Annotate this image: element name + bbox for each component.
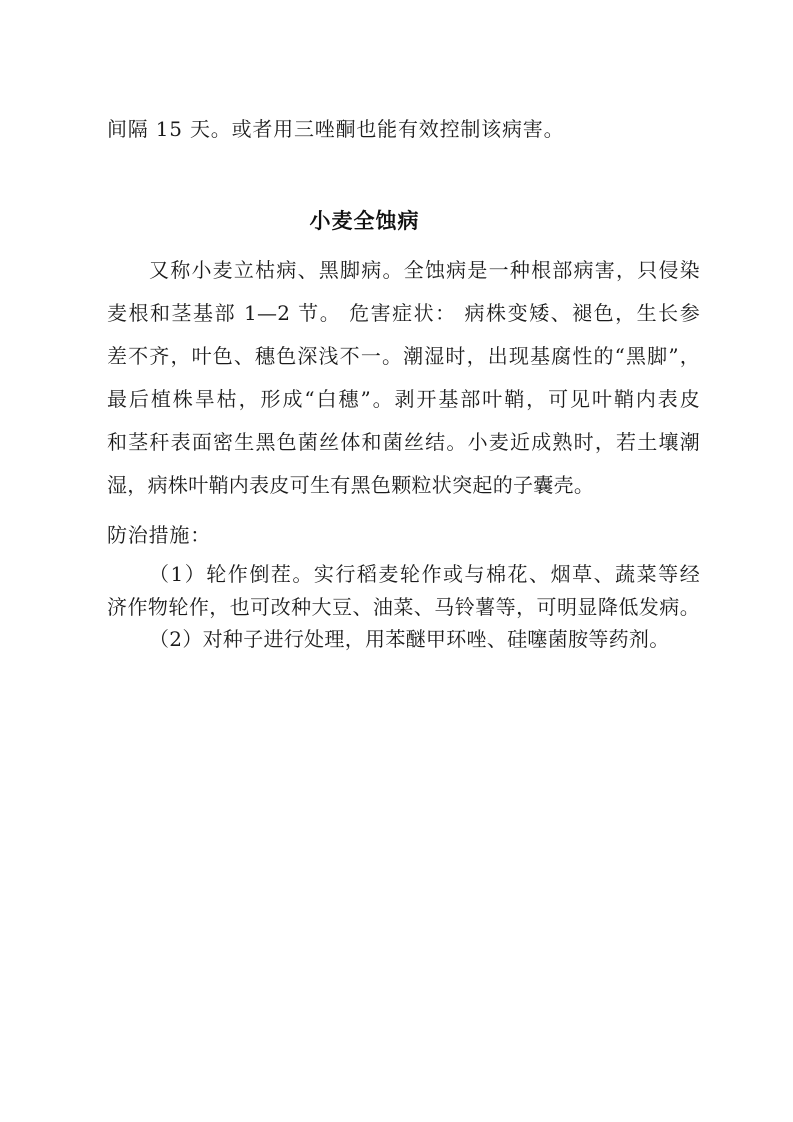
text-line: （1）轮作倒茬。实行稻麦轮作或与棉花、烟草、蔬菜等经: [149, 562, 700, 586]
text-line: （2）对种子进行处理，用苯醚甲环唑、硅噻菌胺等药剂。: [149, 627, 670, 651]
text-line: 麦根和茎基部 1—2 节。 危害症状： 病株变矮、褪色，生长参: [107, 301, 700, 325]
measures-heading: 防治措施：: [107, 523, 211, 547]
paragraph-continuation-line: 间隔 15 天。或者用三唑酮也能有效控制该病害。: [107, 117, 565, 141]
section-title: 小麦全蚀病: [309, 209, 420, 233]
text-line: 济作物轮作，也可改种大豆、油菜、马铃薯等，可明显降低发病。: [107, 595, 700, 619]
text-line: 又称小麦立枯病、黑脚病。全蚀病是一种根部病害，只侵染: [149, 258, 700, 282]
text-line: 和茎秆表面密生黑色菌丝体和菌丝结。小麦近成熟时，若土壤潮: [107, 430, 700, 454]
text-line: 最后植株旱枯，形成“白穗”。剥开基部叶鞘，可见叶鞘内表皮: [107, 387, 700, 411]
text-line: 差不齐，叶色、穗色深浅不一。潮湿时，出现基腐性的“黑脚”，: [107, 344, 700, 368]
measure-item-1: [107, 558, 700, 624]
measure-item-2: [107, 623, 700, 656]
disease-description-paragraph: [107, 249, 700, 507]
text-line: 湿，病株叶鞘内表皮可生有黑色颗粒状突起的子囊壳。: [107, 473, 595, 497]
